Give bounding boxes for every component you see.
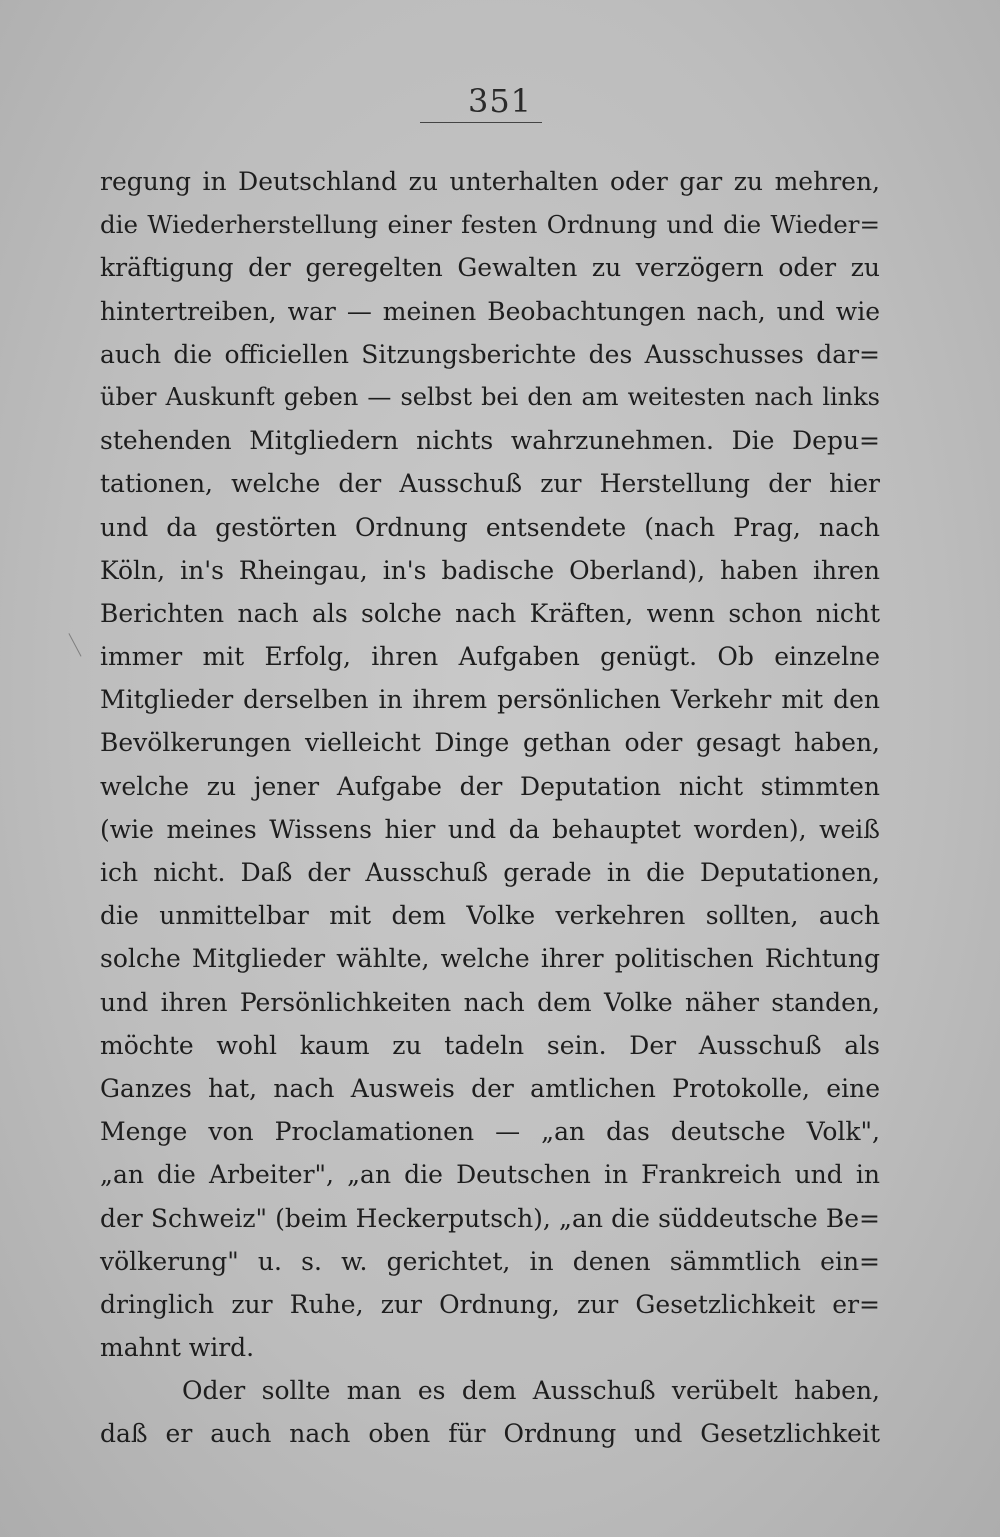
text-line: und da gestörten Ordnung entsendete (nach Prag, nach (100, 512, 880, 542)
text-line: über Auskunft geben — selbst bei den am weitesten nach links (100, 382, 880, 411)
text-line: tationen, welche der Ausschuß zur Herstellung der hier (100, 469, 880, 499)
text-line: dringlich zur Ruhe, zur Ordnung, zur Gesetzlichkeit er= (100, 1289, 880, 1319)
text-line: Mitglieder derselben in ihrem persönlichen Verkehr mit den (100, 685, 880, 715)
text-line: auch die officiellen Sitzungsberichte des Ausschusses dar= (100, 339, 880, 369)
text-line: (wie meines Wissens hier und da behauptet worden), weiß (100, 814, 880, 844)
text-line: daß er auch nach oben für Ordnung und Gesetzlichkeit (100, 1419, 880, 1449)
header-rule (420, 122, 542, 123)
text-line: völkerung" u. s. w. gerichtet, in denen sämmtlich ein= (100, 1246, 880, 1276)
text-line: immer mit Erfolg, ihren Aufgaben genügt. Ob einzelne (100, 642, 880, 672)
text-line: mahnt wird. (100, 1333, 255, 1363)
text-line: Bevölkerungen vielleicht Dinge gethan oder gesagt haben, (100, 728, 880, 758)
text-line: solche Mitglieder wählte, welche ihrer politischen Richtung (100, 944, 880, 974)
text-line: der Schweiz" (beim Heckerputsch), „an die süddeutsche Be= (100, 1203, 880, 1233)
text-line: kräftigung der geregelten Gewalten zu verzögern oder zu (100, 253, 880, 283)
text-line: welche zu jener Aufgabe der Deputation nicht stimmten (100, 771, 880, 801)
text-line: Oder sollte man es dem Ausschuß verübelt haben, (182, 1376, 880, 1406)
text-line: und ihren Persönlichkeiten nach dem Volke näher standen, (100, 987, 880, 1017)
text-line: die Wiederherstellung einer festen Ordnung und die Wieder= (100, 210, 880, 240)
body-text (100, 160, 880, 1456)
text-line: Ganzes hat, nach Ausweis der amtlichen Protokolle, eine (100, 1073, 880, 1103)
text-line: Berichten nach als solche nach Kräften, wenn schon nicht (100, 598, 880, 628)
text-line: hintertreiben, war — meinen Beobachtungen nach, und wie (100, 296, 880, 326)
text-line: die unmittelbar mit dem Volke verkehren sollten, auch (100, 901, 880, 931)
margin-mark (68, 629, 88, 656)
text-line: stehenden Mitgliedern nichts wahrzunehmen. Die Depu= (100, 426, 880, 456)
text-line: regung in Deutschland zu unterhalten oder gar zu mehren, (100, 167, 880, 196)
text-line: „an die Arbeiter", „an die Deutschen in Frankreich und in (100, 1160, 880, 1190)
text-line: möchte wohl kaum zu tadeln sein. Der Ausschuß als (100, 1030, 880, 1060)
page-number: 351 (467, 82, 533, 120)
text-line: Köln, in's Rheingau, in's badische Oberland), haben ihren (100, 555, 880, 585)
text-line: Menge von Proclamationen — „an das deutsche Volk", (100, 1117, 880, 1147)
text-line: ich nicht. Daß der Ausschuß gerade in die Deputationen, (100, 858, 880, 887)
